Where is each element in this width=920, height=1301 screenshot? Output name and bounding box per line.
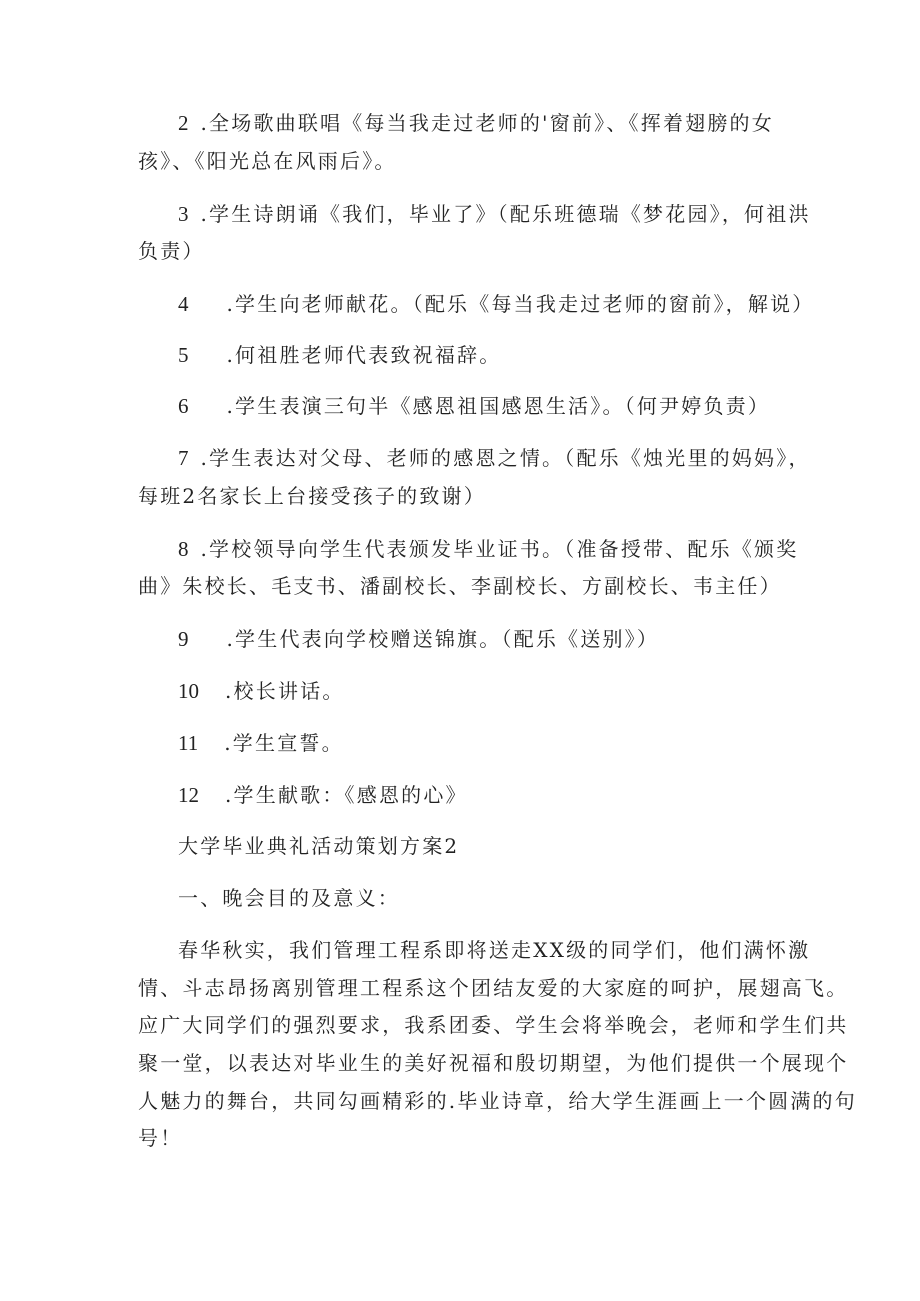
list-item-continuation [138,238,205,264]
item-number: 5 [178,343,189,367]
list-item [178,201,811,227]
item-number: 6 [178,394,189,418]
list-item [178,782,468,808]
list-item [178,393,770,419]
item-number: 8 [178,537,189,561]
list-item [178,291,814,317]
section-title: 大学毕业典礼活动策划方案2 [178,834,460,858]
list-item-continuation [138,573,782,599]
item-text: 曲》朱校长、毛支书、潘副校长、李副校长、方副校长、韦主任） [138,574,782,598]
item-text: .学生诗朗诵《我们，毕业了》（配乐班德瑞《梦花园》，何祖洪 [200,202,811,226]
item-number: 2 [178,111,189,135]
item-text: 每班2名家长上台接受孩子的致谢） [138,484,486,508]
paragraph-line: 应广大同学们的强烈要求，我系团委、学生会将举晚会，老师和学生们共 [138,1013,849,1037]
list-item [178,110,774,136]
item-text: .学生向老师献花。（配乐《每当我走过老师的窗前》，解说） [226,292,815,316]
item-text: .学生表演三句半《感恩祖国感恩生活》。（何尹婷负责） [226,394,771,418]
list-item [178,730,344,756]
item-text: .学生宣誓。 [224,731,344,755]
paragraph-line: 聚一堂，以表达对毕业生的美好祝福和殷切期望，为他们提供一个展现个 [138,1051,849,1075]
item-number: 11 [178,731,199,755]
item-number: 9 [178,627,189,651]
subheading: 一、晚会目的及意义： [178,886,400,910]
paragraph-line: 情、斗志昂扬离别管理工程系这个团结友爱的大家庭的呵护，展翅高飞。 [138,976,849,1000]
list-item-continuation [138,483,486,509]
list-item [178,536,798,562]
item-text: .学生献歌：《感恩的心》 [225,783,468,807]
item-text: .学生表达对父母、老师的感恩之情。（配乐《烛光里的妈妈》， [200,446,811,470]
list-item [178,342,501,368]
item-number: 7 [178,446,189,470]
item-number: 10 [178,679,199,703]
list-item-continuation [138,148,397,174]
item-number: 4 [178,292,189,316]
list-item [178,626,659,652]
item-text: .校长讲话。 [225,679,345,703]
item-number: 12 [178,783,199,807]
item-text: 孩》、《阳光总在风雨后》。 [138,149,397,173]
list-item [178,445,811,471]
item-text: .何祖胜老师代表致祝福辞。 [226,343,502,367]
item-number: 3 [178,202,189,226]
item-text: 负责） [138,239,205,263]
list-item [178,678,345,704]
paragraph-line: 人魅力的舞台，共同勾画精彩的.毕业诗章，给大学生涯画上一个圆满的句 [138,1089,857,1113]
paragraph-line: 春华秋实，我们管理工程系即将送走XX级的同学们，他们满怀激 [178,938,811,962]
item-text: .学生代表向学校赠送锦旗。（配乐《送别》） [226,627,660,651]
item-text: .全场歌曲联唱《每当我走过老师的'窗前》、《挥着翅膀的女 [200,111,774,135]
paragraph-line: 号！ [138,1126,183,1150]
item-text: .学校领导向学生代表颁发毕业证书。（准备授带、配乐《颁奖 [200,537,799,561]
